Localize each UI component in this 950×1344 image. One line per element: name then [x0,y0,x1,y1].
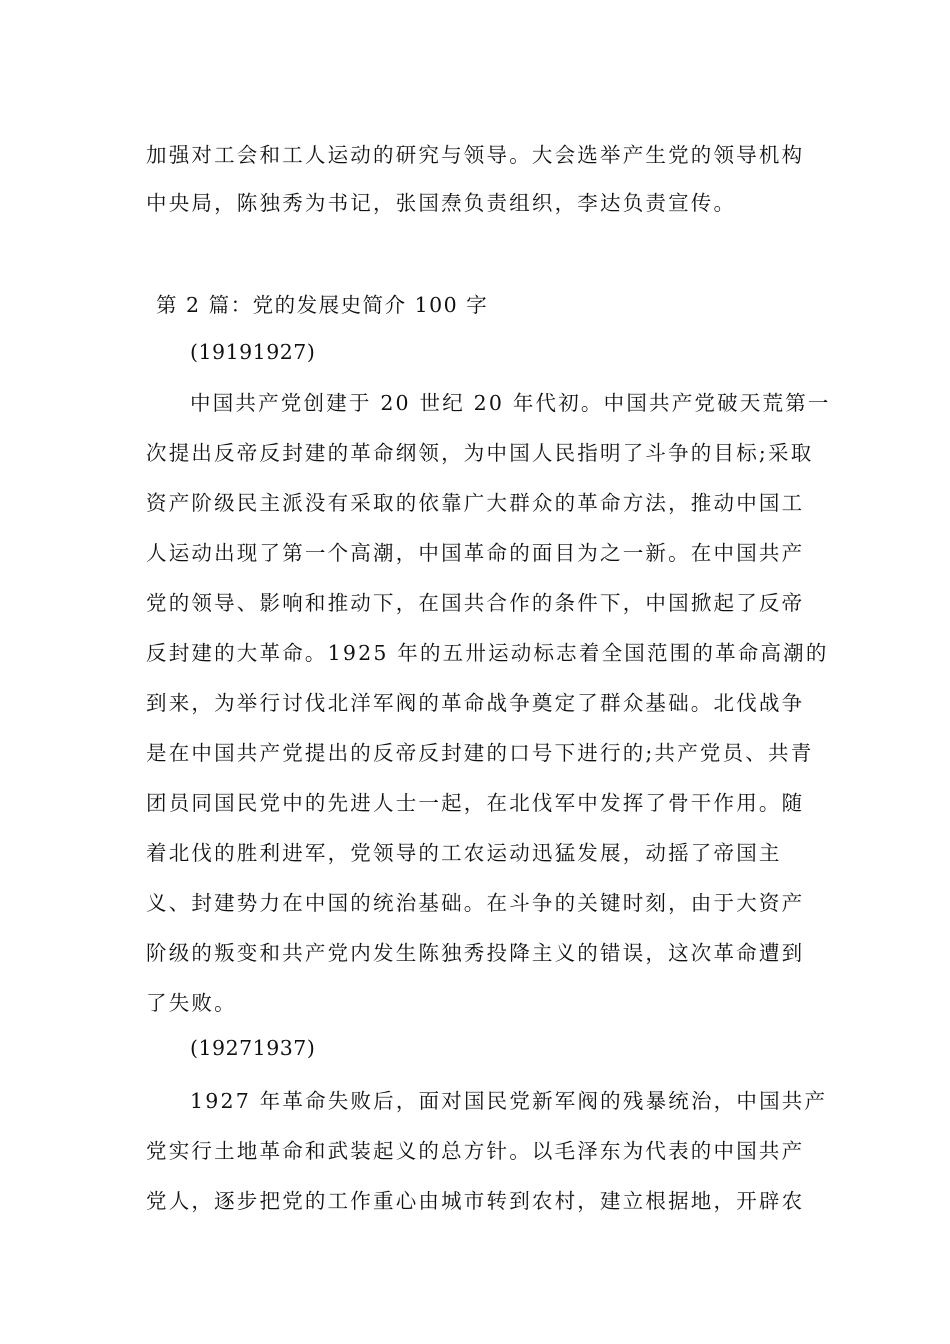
intro-line: 加强对工会和工人运动的研究与领导。大会选举产生党的领导机构 [146,143,805,167]
paragraph-line: 1927 年革命失败后，面对国民党新军阀的残暴统治，中国共产 [190,1089,828,1113]
paragraph-line: 党的领导、影响和推动下，在国共合作的条件下，中国掀起了反帝 [146,591,805,615]
period-date: (19271937) [190,1036,316,1060]
paragraph-line: 着北伐的胜利进军，党领导的工农运动迅猛发展，动摇了帝国主 [146,841,782,865]
paragraph-line: 了失败。 [146,991,237,1015]
paragraph-line: 义、封建势力在中国的统治基础。在斗争的关键时刻，由于大资产 [146,891,805,915]
paragraph-line: 中国共产党创建于 20 世纪 20 年代初。中国共产党破天荒第一 [190,391,831,415]
paragraph-line: 阶级的叛变和共产党内发生陈独秀投降主义的错误，这次革命遭到 [146,941,805,965]
paragraph-line: 反封建的大革命。1925 年的五卅运动标志着全国范围的革命高潮的 [146,641,829,665]
paragraph-line: 党人，逐步把党的工作重心由城市转到农村，建立根据地，开辟农 [146,1189,805,1213]
paragraph-line: 党实行土地革命和武装起义的总方针。以毛泽东为代表的中国共产 [146,1139,805,1163]
paragraph-line: 人运动出现了第一个高潮，中国革命的面目为之一新。在中国共产 [146,541,805,565]
period-date: (19191927) [190,340,316,364]
paragraph-line: 到来，为举行讨伐北洋军阀的革命战争奠定了群众基础。北伐战争 [146,691,805,715]
paragraph-line: 团员同国民党中的先进人士一起，在北伐军中发挥了骨干作用。随 [146,791,805,815]
paragraph-line: 资产阶级民主派没有采取的依靠广大群众的革命方法，推动中国工 [146,491,805,515]
section-heading: 第 2 篇：党的发展史简介 100 字 [156,293,489,317]
paragraph-line: 次提出反帝反封建的革命纲领，为中国人民指明了斗争的目标;采取 [146,441,814,465]
paragraph-line: 是在中国共产党提出的反帝反封建的口号下进行的;共产党员、共青 [146,741,814,765]
intro-line: 中央局，陈独秀为书记，张国焘负责组织，李达负责宣传。 [146,191,737,215]
